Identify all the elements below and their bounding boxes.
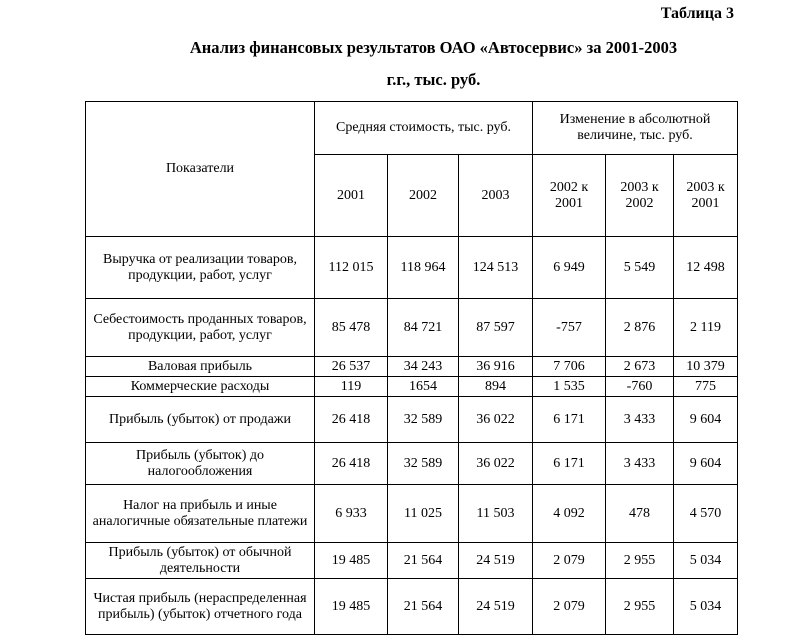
cell-value: 19 485 <box>315 543 388 579</box>
table-row <box>86 397 738 443</box>
cell-value: 26 418 <box>315 397 388 443</box>
header-change: 2003 к 2001 <box>674 155 738 237</box>
table-row <box>86 443 738 485</box>
cell-value: -760 <box>606 377 674 397</box>
cell-value: 19 485 <box>315 579 388 635</box>
cell-value: 21 564 <box>388 579 459 635</box>
row-label: Валовая прибыль <box>86 357 315 377</box>
cell-value: 32 589 <box>388 397 459 443</box>
cell-value: 36 022 <box>459 397 533 443</box>
cell-value: 1 535 <box>533 377 606 397</box>
cell-value: 4 092 <box>533 485 606 543</box>
table-row <box>86 377 738 397</box>
cell-value: 478 <box>606 485 674 543</box>
header-indicators: Показатели <box>86 102 315 237</box>
cell-value: 36 916 <box>459 357 533 377</box>
cell-value: 6 933 <box>315 485 388 543</box>
cell-value: 11 025 <box>388 485 459 543</box>
table-row <box>86 237 738 299</box>
table-row <box>86 485 738 543</box>
cell-value: 7 706 <box>533 357 606 377</box>
cell-value: 34 243 <box>388 357 459 377</box>
cell-value: 5 034 <box>674 543 738 579</box>
cell-value: 84 721 <box>388 299 459 357</box>
cell-value: 12 498 <box>674 237 738 299</box>
cell-value: 6 949 <box>533 237 606 299</box>
row-label: Налог на прибыль и иные аналогичные обязательные платежи <box>86 485 315 543</box>
cell-value: 9 604 <box>674 443 738 485</box>
document-title: Анализ финансовых результатов ОАО «Автосервис» за 2001-2003 <box>189 38 678 57</box>
header-year: 2001 <box>315 155 388 237</box>
header-change: 2002 к 2001 <box>533 155 606 237</box>
cell-value: 26 537 <box>315 357 388 377</box>
cell-value: 5 549 <box>606 237 674 299</box>
header-average-cost: Средняя стоимость, тыс. руб. <box>315 102 533 155</box>
table-row <box>86 543 738 579</box>
row-label: Прибыль (убыток) до налогообложения <box>86 443 315 485</box>
cell-value: 894 <box>459 377 533 397</box>
cell-value: 2 673 <box>606 357 674 377</box>
table-number: Таблица 3 <box>660 5 734 22</box>
cell-value: -757 <box>533 299 606 357</box>
cell-value: 24 519 <box>459 579 533 635</box>
cell-value: 5 034 <box>674 579 738 635</box>
cell-value: 11 503 <box>459 485 533 543</box>
cell-value: 2 079 <box>533 579 606 635</box>
table-row <box>86 299 738 357</box>
cell-value: 124 513 <box>459 237 533 299</box>
cell-value: 87 597 <box>459 299 533 357</box>
table-row <box>86 357 738 377</box>
row-label: Прибыль (убыток) от обычной деятельности <box>86 543 315 579</box>
cell-value: 118 964 <box>388 237 459 299</box>
header-year: 2003 <box>459 155 533 237</box>
document-title-continued: г.г., тыс. руб. <box>386 70 481 89</box>
cell-value: 119 <box>315 377 388 397</box>
cell-value: 10 379 <box>674 357 738 377</box>
cell-value: 36 022 <box>459 443 533 485</box>
row-label: Коммерческие расходы <box>86 377 315 397</box>
cell-value: 2 876 <box>606 299 674 357</box>
table-row <box>86 579 738 635</box>
cell-value: 2 079 <box>533 543 606 579</box>
row-label: Чистая прибыль (нераспределенная прибыль) (убыток) отчетного года <box>86 579 315 635</box>
row-label: Прибыль (убыток) от продажи <box>86 397 315 443</box>
cell-value: 3 433 <box>606 397 674 443</box>
cell-value: 32 589 <box>388 443 459 485</box>
cell-value: 775 <box>674 377 738 397</box>
cell-value: 21 564 <box>388 543 459 579</box>
cell-value: 3 433 <box>606 443 674 485</box>
cell-value: 6 171 <box>533 397 606 443</box>
row-label: Выручка от реализации товаров, продукции, работ, услуг <box>86 237 315 299</box>
cell-value: 9 604 <box>674 397 738 443</box>
cell-value: 2 955 <box>606 543 674 579</box>
financial-results-table <box>85 101 738 635</box>
cell-value: 112 015 <box>315 237 388 299</box>
cell-value: 6 171 <box>533 443 606 485</box>
cell-value: 4 570 <box>674 485 738 543</box>
header-year: 2002 <box>388 155 459 237</box>
cell-value: 2 119 <box>674 299 738 357</box>
cell-value: 1654 <box>388 377 459 397</box>
cell-value: 26 418 <box>315 443 388 485</box>
header-change: 2003 к 2002 <box>606 155 674 237</box>
cell-value: 85 478 <box>315 299 388 357</box>
header-absolute-change: Изменение в абсолютной величине, тыс. руб. <box>533 102 738 155</box>
cell-value: 24 519 <box>459 543 533 579</box>
cell-value: 2 955 <box>606 579 674 635</box>
row-label: Себестоимость проданных товаров, продукции, работ, услуг <box>86 299 315 357</box>
